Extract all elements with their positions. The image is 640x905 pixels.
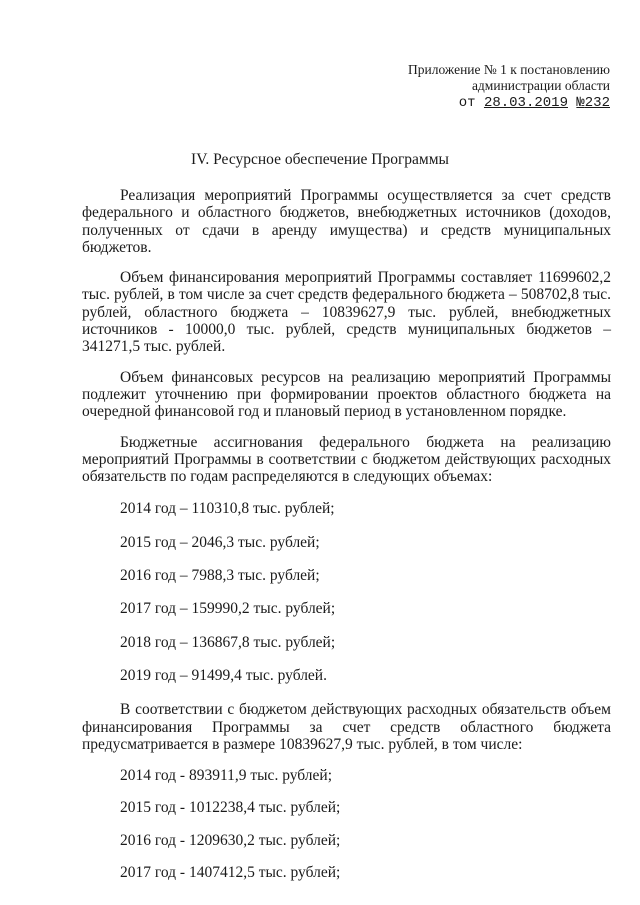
list-item: 2016 год – 7988,3 тыс. рублей; xyxy=(120,567,320,585)
section-heading: IV. Ресурсное обеспечение Программы xyxy=(191,151,449,168)
list-item: 2017 год – 159990,2 тыс. рублей; xyxy=(120,600,336,618)
list-item: 2014 год – 110310,8 тыс. рублей; xyxy=(120,500,335,518)
list-item: 2014 год - 893911,9 тыс. рублей; xyxy=(120,767,332,785)
paragraph-regional-funding: В соответствии с бюджетом действующих расходных обязательств объем финансирования Программы за счет средств областного бюджета предусматривается в размере 10839627,9 тыс. рублей, в том числе: xyxy=(82,701,611,753)
approval-block xyxy=(408,62,610,111)
list-item: 2015 год - 1012238,4 тыс. рублей; xyxy=(120,799,341,817)
regional-year-list xyxy=(82,767,611,881)
paragraph-refinement: Объем финансовых ресурсов на реализацию мероприятий Программы подлежит уточнению при формировании проектов областного бюджета на очередной финансовой год и плановый период в установленном порядке. xyxy=(82,368,611,421)
approval-date: 28.03.2019 xyxy=(483,95,568,111)
approval-line-1: Приложение № 1 к постановлению xyxy=(408,62,610,77)
list-item: 2015 год – 2046,3 тыс. рублей; xyxy=(120,533,320,551)
approval-date-line xyxy=(408,95,610,111)
list-item: 2017 год - 1407412,5 тыс. рублей; xyxy=(120,864,341,882)
document-body xyxy=(82,187,611,881)
number-prefix: № xyxy=(576,95,585,111)
federal-year-list xyxy=(82,500,611,684)
paragraph-funding-volume: Объем финансирования мероприятий Программы составляет 11699602,2 тыс. рублей, в том числе за счет средств федерального бюджета – 508702,8 тыс. рублей, областного бюджета – 10839627,9 тыс. рублей, внебюджетных источников - 10000,0 тыс. рублей, средств муниципальных бюджетов – 341271,5 тыс. рублей. xyxy=(82,269,611,356)
list-item: 2018 год – 136867,8 тыс. рублей; xyxy=(120,633,336,651)
approval-line-2: администрации области xyxy=(471,78,610,93)
paragraph-federal-allocations: Бюджетные ассигнования федерального бюджета на реализацию мероприятий Программы в соответствии с бюджетом действующих расходных обязательств по годам распределяются в следующих объемах: xyxy=(82,433,611,486)
list-item: 2016 год - 1209630,2 тыс. рублей; xyxy=(120,831,341,849)
list-item: 2019 год – 91499,4 тыс. рублей. xyxy=(120,666,327,684)
date-prefix: от xyxy=(458,95,484,111)
approval-number: 232 xyxy=(584,95,610,111)
paragraph-funding-sources: Реализация мероприятий Программы осуществляется за счет средств федерального и областного бюджетов, внебюджетных источников (доходов, полученных от сдачи в аренду имущества) и средств муниципальных бюджетов. xyxy=(82,187,611,256)
